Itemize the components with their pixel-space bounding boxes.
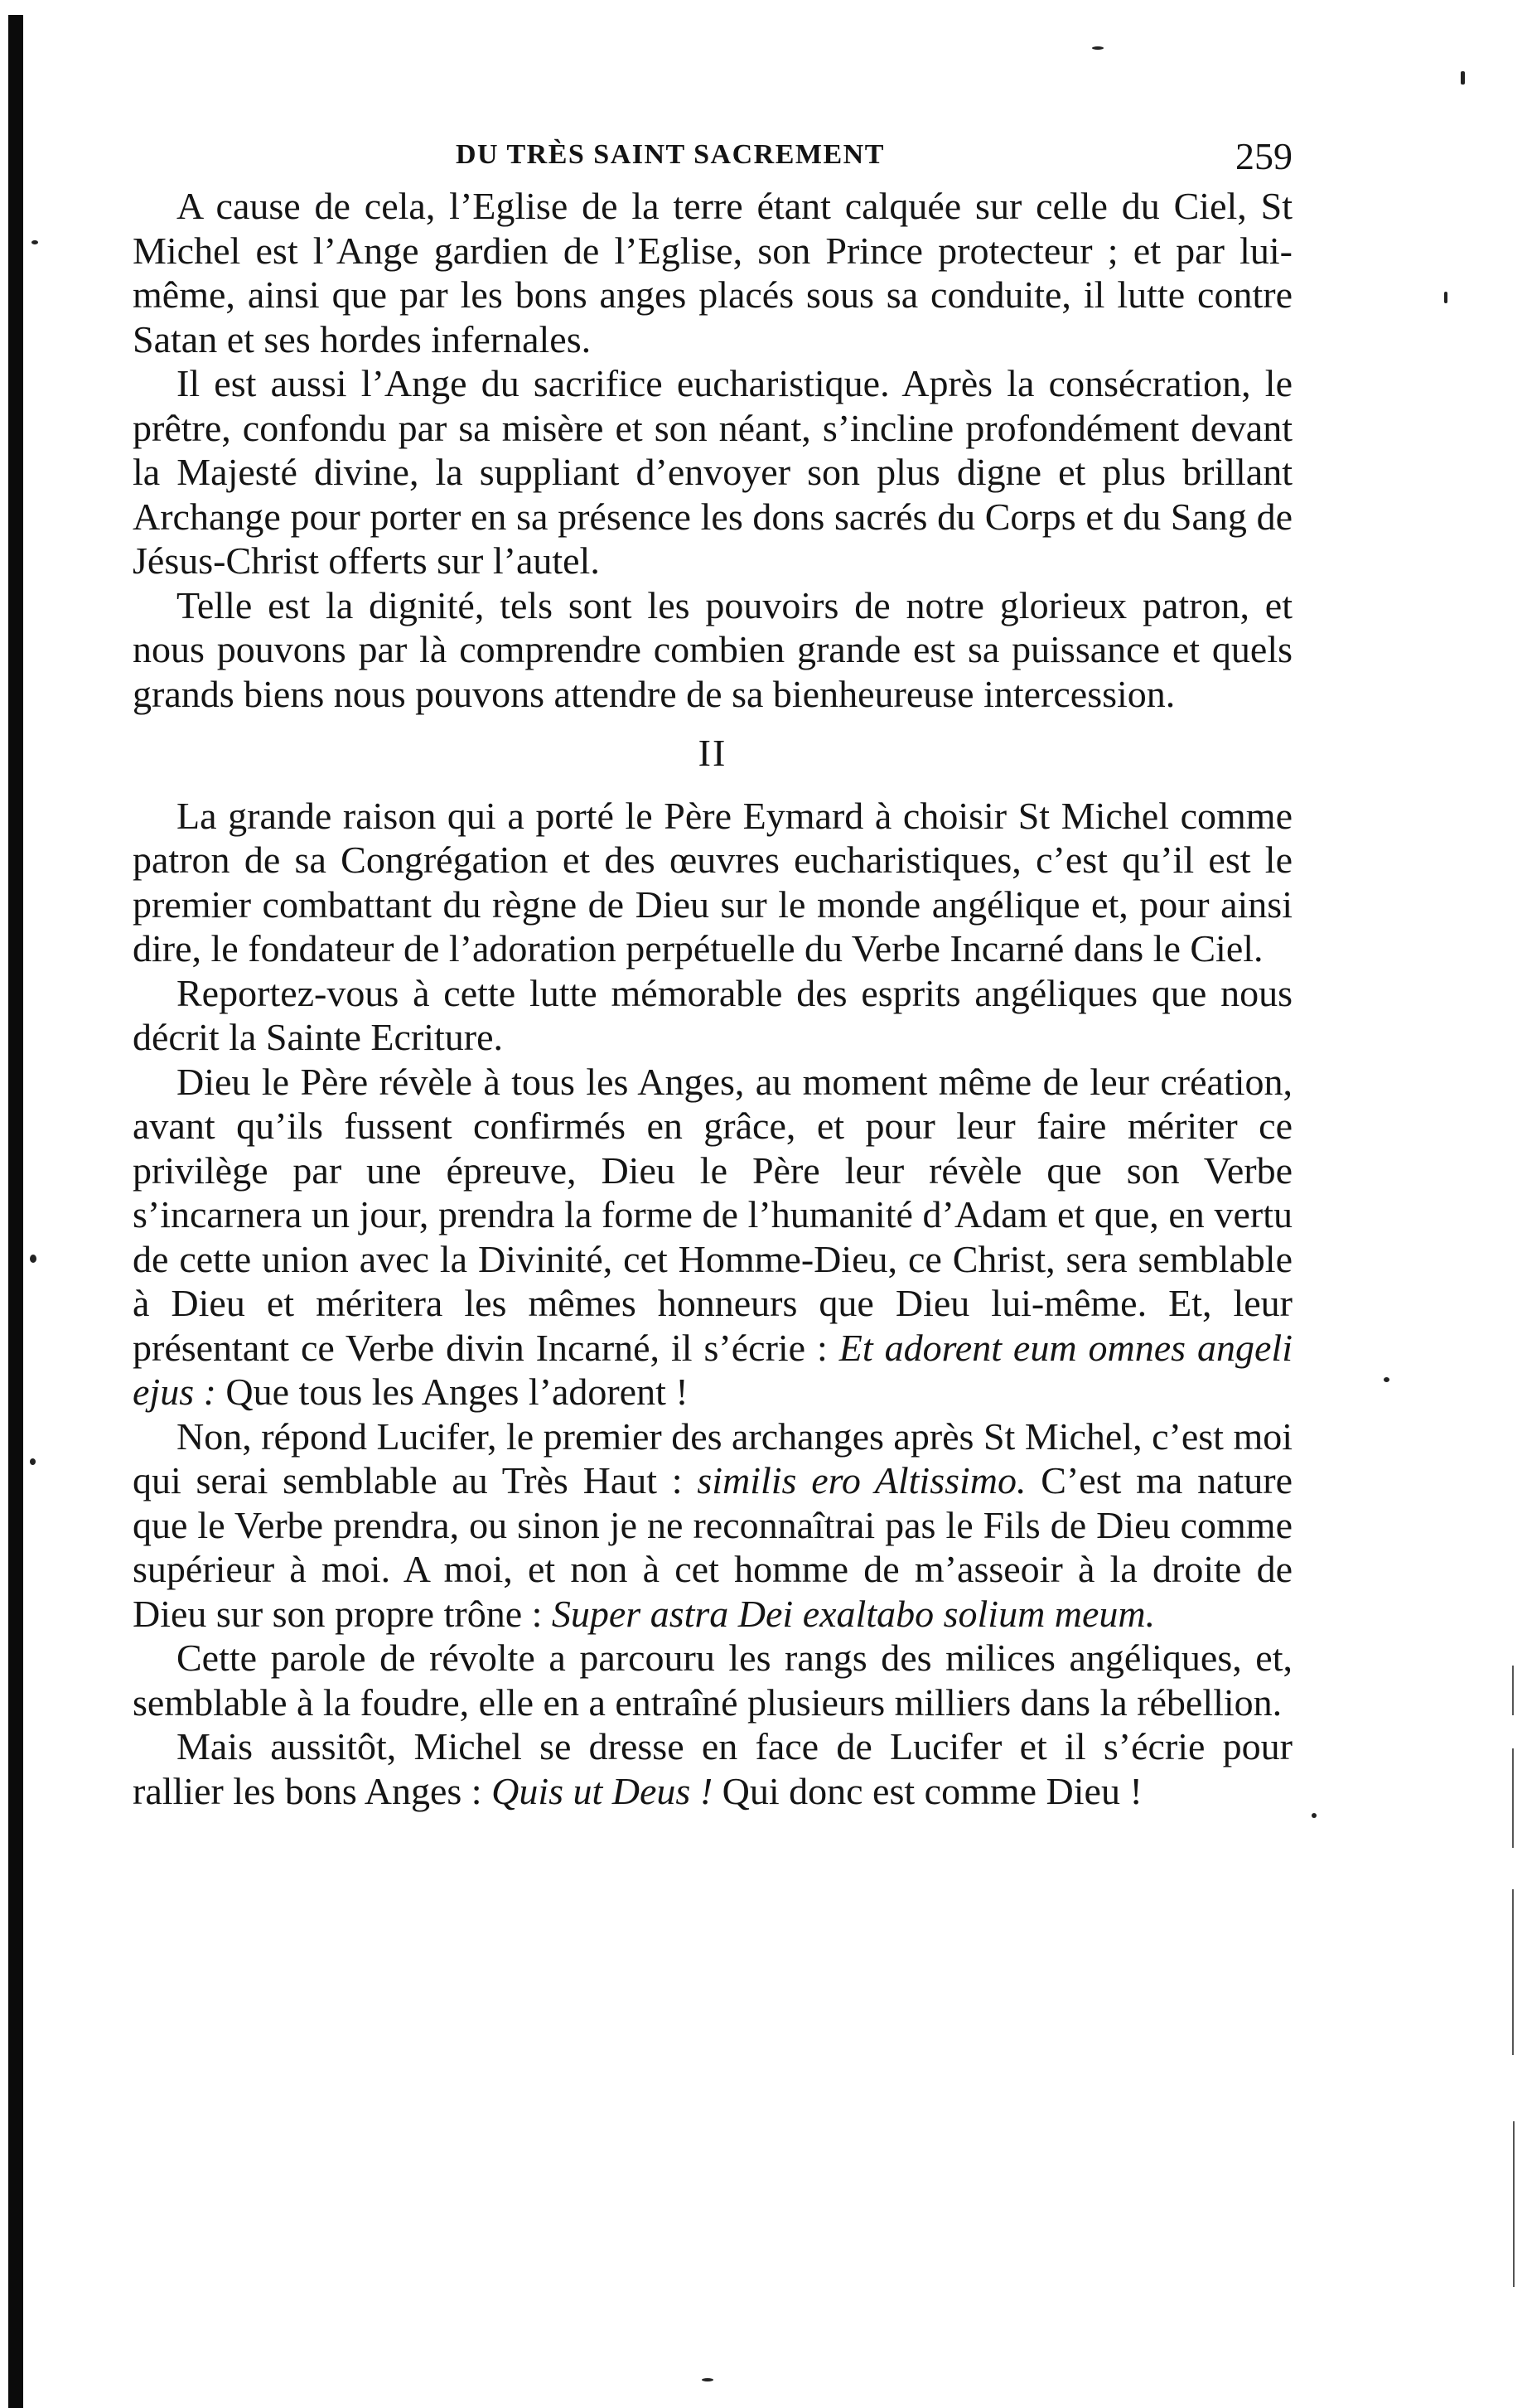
scan-speck xyxy=(702,2378,713,2381)
scan-speck xyxy=(1461,71,1465,85)
scan-speck xyxy=(31,240,38,244)
latin-quotation: Et adorent eum omnes angeli ejus : xyxy=(133,1326,1293,1413)
paragraph xyxy=(133,1414,1293,1637)
section-one-text xyxy=(133,184,1293,716)
paragraph-text: Non, répond Lucifer, le premier des archanges après St Michel, c’est moi qui serai semblable au Très Haut : xyxy=(133,1414,1293,1501)
latin-quotation: similis ero Altissimo. xyxy=(697,1459,1027,1501)
scan-speck xyxy=(30,1255,36,1263)
body-text xyxy=(133,184,1293,1813)
running-head: DU TRÈS SAINT SACREMENT xyxy=(456,139,885,170)
paragraph-text: Dieu le Père révèle à tous les Anges, au moment même de leur création, avant qu’ils fussent confirmés en grâce, et pour leur faire mériter ce privilège par une épreuve, Dieu le Père leur révèle que son Verbe s’incarnera un jour, prendra la forme de l’humanité d’Adam et que, en vertu de cette union avec la Divinité, cet Homme-Dieu, ce Christ, sera semblable à Dieu et méritera les mêmes honneurs que Dieu lui-même. Et, leur présentant ce Verbe divin Incarné, il s’écrie : xyxy=(133,1060,1293,1369)
paragraph xyxy=(133,583,1293,717)
scan-speck xyxy=(30,1458,36,1465)
scan-speck xyxy=(1384,1377,1389,1382)
paragraph xyxy=(133,794,1293,971)
paragraph-text: Reportez-vous à cette lutte mémorable des esprits angéliques que nous décrit la Sainte Ecriture. xyxy=(133,971,1293,1058)
section-heading: II xyxy=(698,732,727,774)
page-number: 259 xyxy=(1235,135,1293,177)
paragraph-text: Qui donc est comme Dieu ! xyxy=(713,1769,1143,1812)
page-edge-marks xyxy=(1512,1666,1514,1715)
paragraph xyxy=(133,184,1293,361)
paragraph xyxy=(133,1724,1293,1813)
latin-quotation: Quis ut Deus ! xyxy=(491,1769,713,1812)
page-edge-marks xyxy=(1513,2121,1515,2287)
paragraph-text: La grande raison qui a porté le Père Eymard à choisir St Michel comme patron de sa Congrégation et des œuvres eucharistiques, c’est qu’il est le premier combattant du règne de Dieu sur le monde angélique et, pour ainsi dire, le fondateur de l’adoration perpétuelle du Verbe Incarné dans le Ciel. xyxy=(133,794,1293,969)
scan-speck xyxy=(1312,1813,1317,1818)
page-header xyxy=(133,135,1293,181)
scan-speck xyxy=(1444,292,1447,303)
paragraph xyxy=(133,1636,1293,1724)
paragraph-text: Que tous les Anges l’adorent ! xyxy=(215,1371,689,1413)
paragraph xyxy=(133,361,1293,583)
binding-edge-shadow xyxy=(8,15,23,2408)
paragraph-text: Mais aussitôt, Michel se dresse en face de Lucifer et il s’écrie pour rallier les bons Anges : xyxy=(133,1725,1293,1812)
paragraph-text: Cette parole de révolte a parcouru les rangs des milices angéliques, et, semblable à la foudre, elle en a entraîné plusieurs milliers dans la rébellion. xyxy=(133,1637,1293,1724)
page-edge-marks xyxy=(1512,1889,1514,2055)
paragraph xyxy=(133,971,1293,1060)
paragraph-text: Il est aussi l’Ange du sacrifice eucharistique. Après la consécration, le prêtre, confondu par sa misère et son néant, s’incline profondément devant la Majesté divine, la suppliant d’envoyer son plus digne et plus brillant Archange pour porter en sa présence les dons sacrés du Corps et du Sang de Jésus-Christ offerts sur l’autel. xyxy=(133,362,1293,582)
section-two-text xyxy=(133,794,1293,1814)
latin-quotation: Super astra Dei exaltabo solium meum. xyxy=(551,1592,1156,1635)
paragraph-text: C’est ma nature que le Verbe prendra, ou sinon je ne reconnaîtrai pas le Fils de Dieu comme supérieur à moi. A moi, et non à cet homme de m’asseoir à la droite de Dieu sur son propre trône : xyxy=(133,1459,1293,1635)
page-edge-marks xyxy=(1512,1748,1514,1848)
paragraph xyxy=(133,1060,1293,1414)
scan-speck xyxy=(1092,46,1104,50)
paragraph-text: Telle est la dignité, tels sont les pouvoirs de notre glorieux patron, et nous pouvons par là comprendre combien grande est sa puissance et quels grands biens nous pouvons attendre de sa bienheureuse intercession. xyxy=(133,583,1293,715)
paragraph-text: A cause de cela, l’Eglise de la terre étant calquée sur celle du Ciel, St Michel est l’Ange gardien de l’Eglise, son Prince protecteur ; et par lui-même, ainsi que par les bons anges placés sous sa conduite, il lutte contre Satan et ses hordes infernales. xyxy=(133,185,1293,360)
